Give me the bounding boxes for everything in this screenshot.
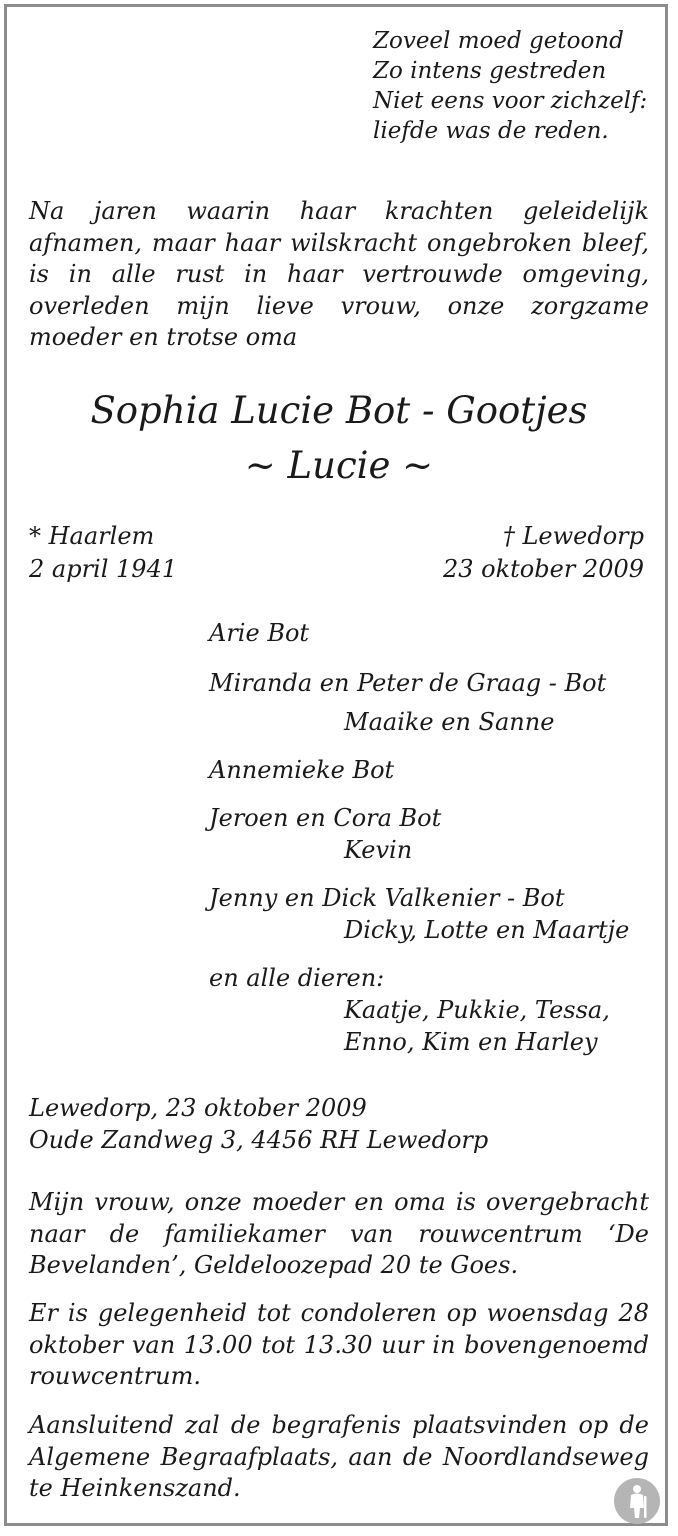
pets-intro: en alle dieren: xyxy=(209,964,385,992)
info-paragraph: Aansluitend zal de begrafenis plaatsvinden op de Algemene Begraafplaats, aan de Noordlandseweg te Heinkenszand. xyxy=(29,1411,649,1502)
death-place: † Lewedorp xyxy=(502,522,644,550)
poem-line: Niet eens voor zichzelf: xyxy=(373,88,648,114)
address: Oude Zandweg 3, 4456 RH Lewedorp xyxy=(29,1126,489,1154)
deceased-nickname: ~ Lucie ~ xyxy=(244,444,434,487)
place-date: Lewedorp, 23 oktober 2009 xyxy=(29,1094,367,1122)
info-paragraph: Mijn vrouw, onze moeder en oma is overgebracht naar de familiekamer van rouwcentrum ‘De Bevelanden’, Geldeloozepad 20 te Goes. xyxy=(29,1188,649,1279)
grandchildren: Dicky, Lotte en Maartje xyxy=(344,916,630,944)
family-member: Arie Bot xyxy=(209,619,310,647)
grandchildren: Kevin xyxy=(344,836,413,864)
family-member: Jeroen en Cora Bot xyxy=(209,804,442,832)
birth-place: * Haarlem xyxy=(29,522,155,550)
info-paragraph: Er is gelegenheid tot condoleren op woensdag 28 oktober van 13.00 tot 13.30 uur in bovengenoemd rouwcentrum. xyxy=(29,1299,649,1390)
intro-text: Na jaren waarin haar krachten geleidelijk afnamen, maar haar wilskracht ongebroken bleef, is in alle rust in haar vertrouwde omgeving, overleden mijn lieve vrouw, onze zorgzame moeder en trotse oma xyxy=(29,197,649,351)
death-date: 23 oktober 2009 xyxy=(443,555,644,583)
family-member: Miranda en Peter de Graag - Bot xyxy=(209,669,607,697)
pets-list: Kaatje, Pukkie, Tessa, xyxy=(344,996,610,1024)
poem xyxy=(373,26,647,146)
family-member: Annemieke Bot xyxy=(209,756,395,784)
pets-list: Enno, Kim en Harley xyxy=(344,1028,598,1056)
birth-date: 2 april 1941 xyxy=(29,555,178,583)
poem-line: Zo intens gestreden xyxy=(373,58,607,84)
deceased-name: Sophia Lucie Bot - Gootjes xyxy=(90,389,588,432)
family-member: Jenny en Dick Valkenier - Bot xyxy=(209,884,565,912)
grandchildren: Maaike en Sanne xyxy=(344,708,555,736)
poem-line: Zoveel moed getoond xyxy=(373,28,624,54)
poem-line: liefde was de reden. xyxy=(373,118,609,144)
memorial-figure-icon xyxy=(614,1478,660,1524)
